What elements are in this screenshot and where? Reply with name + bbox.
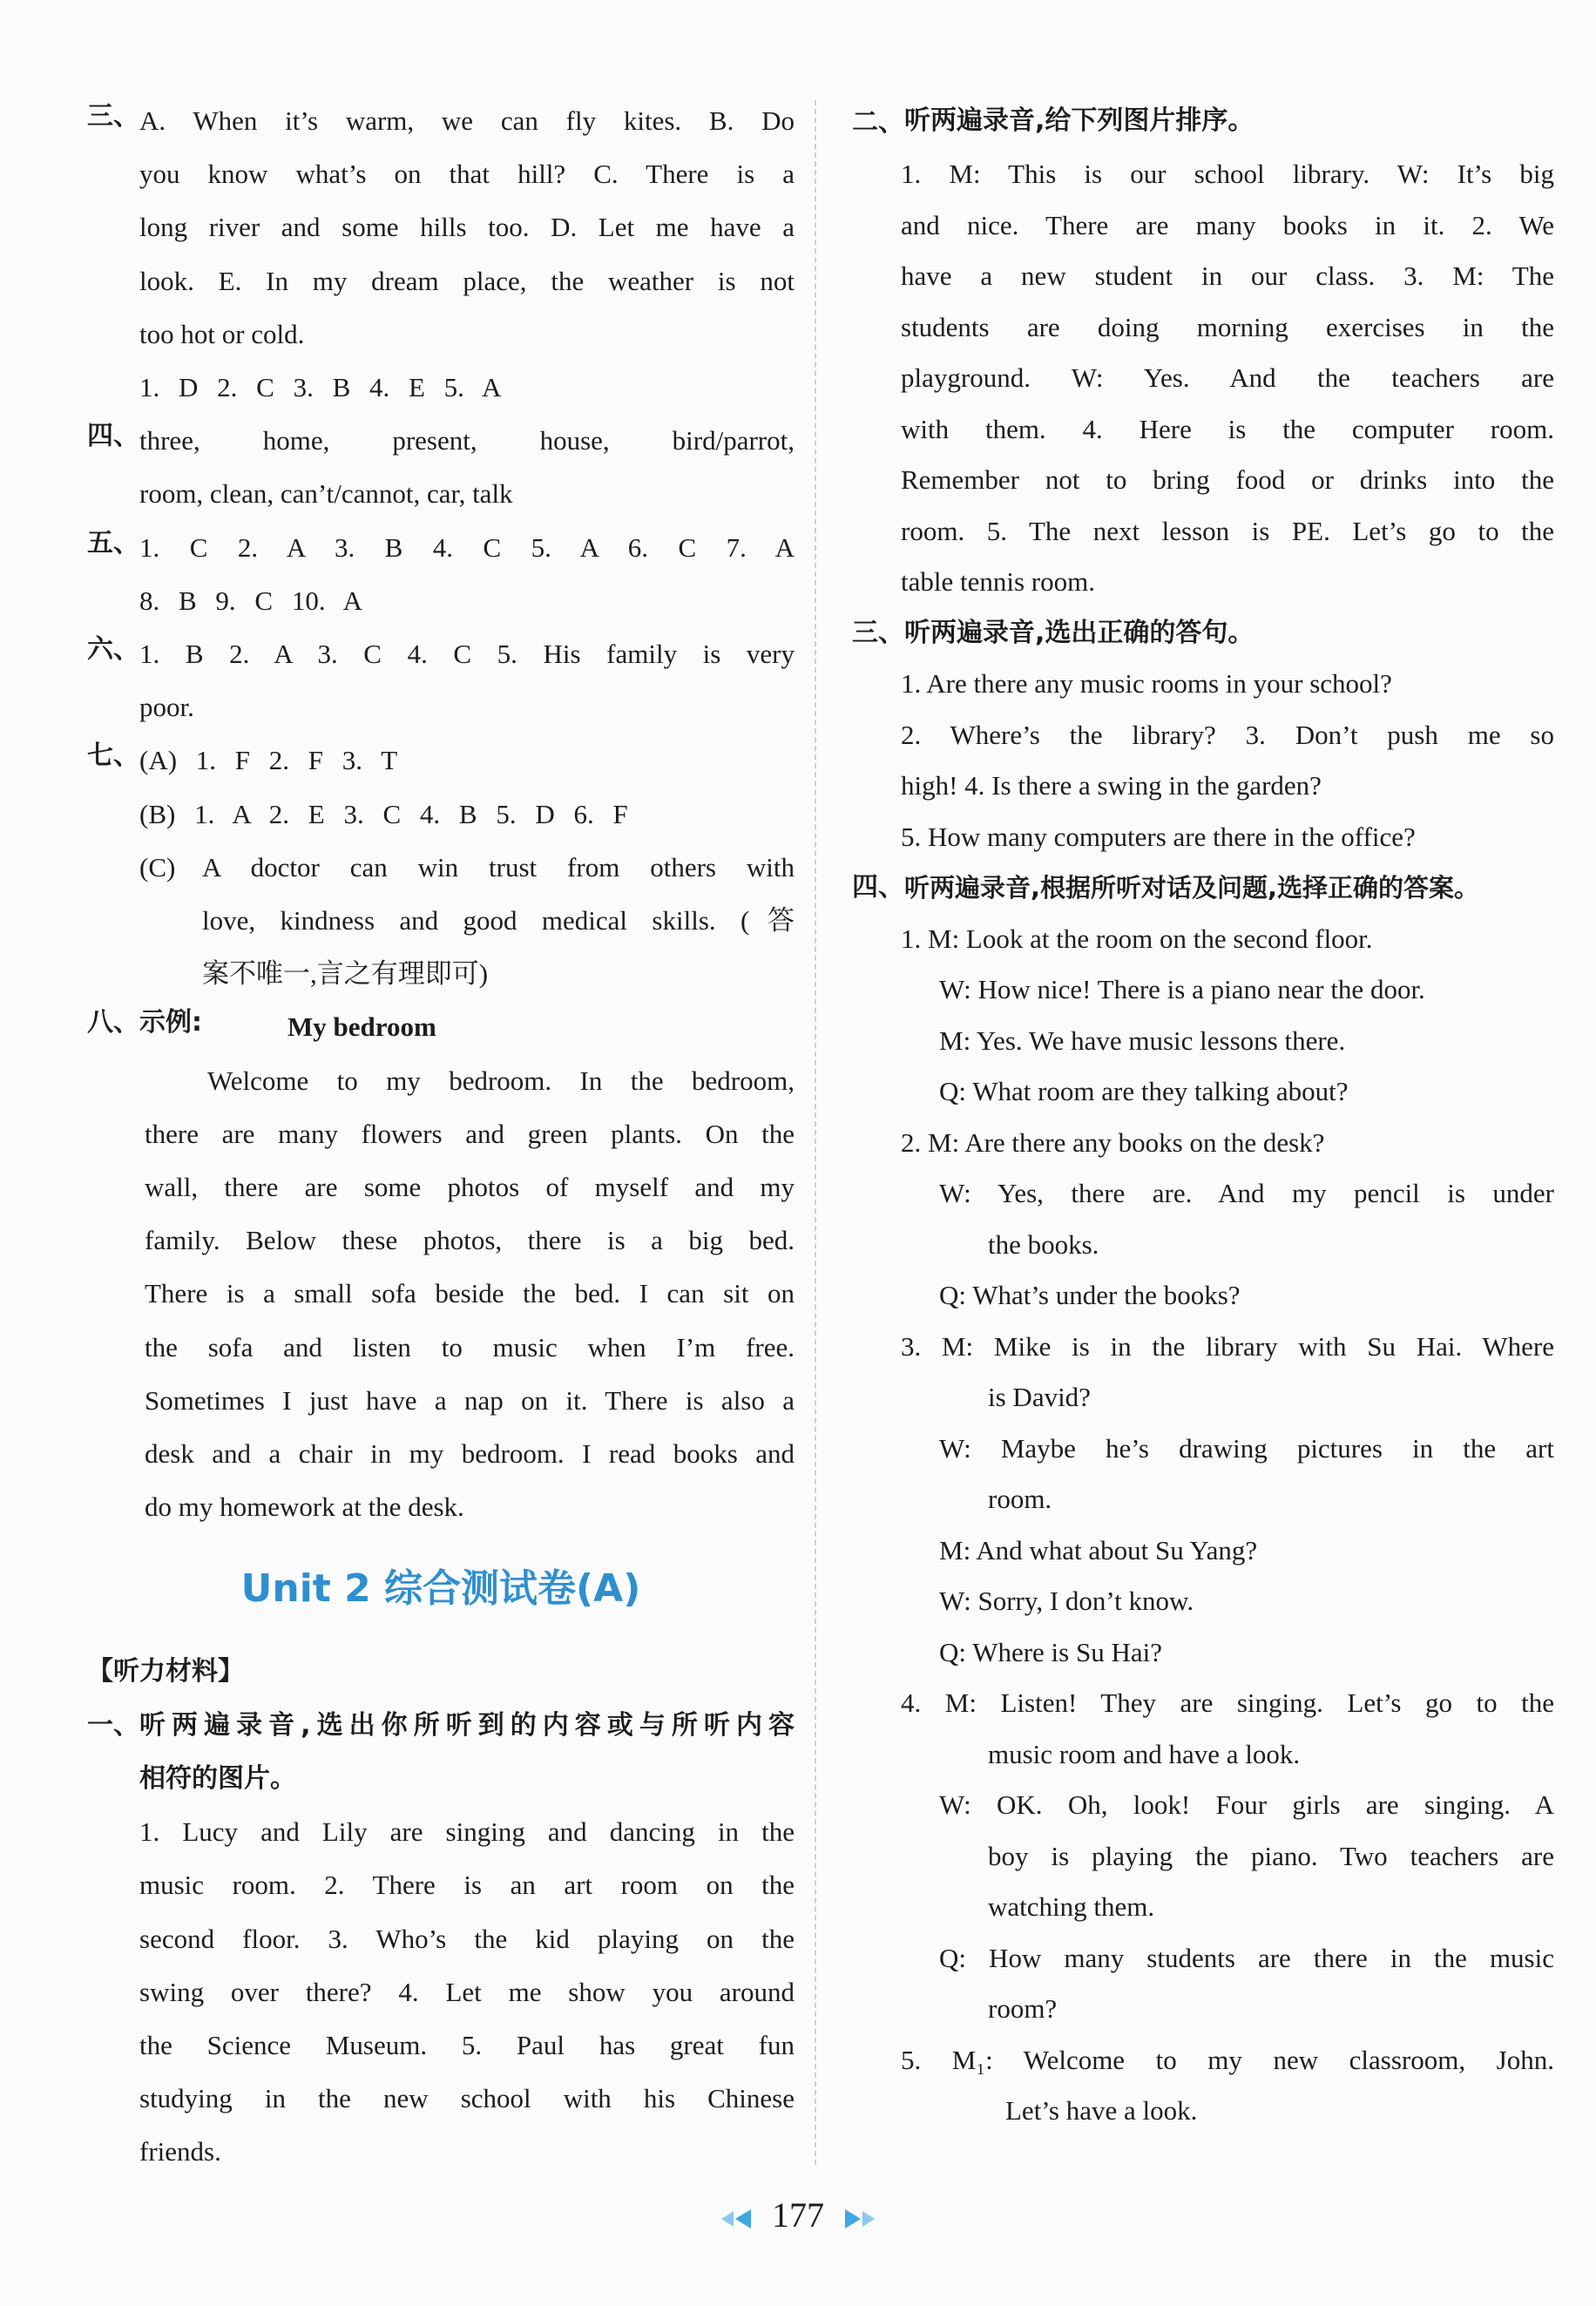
essay-body [87, 1054, 795, 1534]
dialogue-line: Q: Where is Su Hai? [939, 1636, 1162, 1667]
text-line: high! 4. Is there a swing in the garden? [901, 770, 1322, 801]
dialogue-line: is David? [988, 1382, 1091, 1413]
page-number: 177 [772, 2195, 824, 2235]
text-line: friends. [139, 2136, 221, 2167]
dialogue-line: M: Yes. We have music lessons there. [939, 1025, 1346, 1056]
section-4 [87, 414, 795, 520]
answer-line: 1. B 2. A 3. C 4. C 5. His family is very [139, 639, 795, 670]
answer-line: (A) 1. F 2. F 3. T [139, 745, 398, 776]
text-line: family. Below these photos, there is a big bed. [145, 1225, 795, 1256]
text-line: there are many flowers and green plants. On the [145, 1118, 795, 1149]
dialogue-line: W: OK. Oh, look! Four girls are singing. A [939, 1789, 1554, 1821]
r-section-4 [852, 862, 1554, 914]
section-label: 四、 [852, 872, 904, 903]
text-line: A. When it’s warm, we can fly kites. B. Do [139, 105, 795, 136]
text-line: 案不唯一,言之有理即可) [202, 958, 489, 990]
text-line: room. 5. The next lesson is PE. Let’s go to the [901, 515, 1554, 546]
text-line: 1. Lucy and Lily are singing and dancing in the [139, 1816, 795, 1848]
text-line: do my homework at the desk. [145, 1491, 464, 1523]
r4-body [852, 914, 1554, 2137]
answer-line: poor. [139, 692, 194, 723]
answer-line: 1. C 2. A 3. B 4. C 5. A 6. C 7. A [139, 531, 795, 563]
dialogue-line: music room and have a look. [988, 1738, 1301, 1769]
text-line: have a new student in our class. 3. M: The [901, 260, 1554, 292]
instruction: 听两遍录音,给下列图片排序。 [904, 105, 1254, 136]
section-label: 五、 [87, 527, 139, 558]
text-line: the Science Museum. 5. Paul has great fun [139, 2029, 795, 2060]
text-line: Remember not to bring food or drinks into the [901, 464, 1554, 496]
instruction: 相符的图片。 [139, 1762, 296, 1794]
section-5 [87, 521, 795, 627]
section-label: 八、示例: [87, 1007, 202, 1038]
r3-body [852, 659, 1554, 862]
text-line: you know what’s on that hill? C. There is a [139, 159, 795, 190]
dialogue-line: M: And what about Su Yang? [939, 1534, 1258, 1566]
section-label: 一、 [87, 1709, 139, 1741]
dialogue-line: room? [988, 1993, 1058, 2025]
text-line: There is a small sofa beside the bed. I can sit on [145, 1278, 795, 1309]
part-label: (C) [139, 851, 176, 883]
next-arrow-icon [862, 2211, 875, 2227]
dialogue-line: W: How nice! There is a piano near the door. [939, 974, 1425, 1005]
column-divider [815, 100, 816, 2165]
page-footer [0, 2194, 1596, 2237]
text-line: 2. Where’s the library? 3. Don’t push me so [901, 719, 1554, 750]
prev-arrow-icon [721, 2211, 734, 2227]
text-line: Welcome to my bedroom. In the bedroom, [207, 1065, 795, 1096]
dialogue-line: the books. [988, 1228, 1099, 1260]
listening-header: 【听力材料】 [87, 1656, 244, 1687]
section-label: 四、 [87, 421, 139, 452]
text-line: and nice. There are many books in it. 2. We [901, 209, 1554, 240]
text-line: music room. 2. There is an art room on the [139, 1870, 795, 1901]
prev-arrow-icon [735, 2209, 751, 2228]
text-line: 5. How many computers are there in the office? [901, 821, 1416, 852]
dialogue-line: W: Yes, there are. And my pencil is under [939, 1178, 1554, 1209]
section-8 [87, 1000, 795, 1053]
text-line: the sofa and listen to music when I’m free. [145, 1331, 795, 1363]
left-column [87, 94, 795, 2179]
r-section-3 [852, 608, 1554, 659]
text-line: love, kindness and good medical skills. (答 [202, 905, 795, 937]
text-line: look. E. In my dream place, the weather is not [139, 265, 795, 296]
text-line: desk and a chair in my bedroom. I read books and [145, 1438, 795, 1470]
dialogue-line: W: Maybe he’s drawing pictures in the art [939, 1432, 1554, 1464]
section-label: 七、 [87, 740, 139, 772]
section-6 [87, 627, 795, 734]
text-line: with them. 4. Here is the computer room. [901, 413, 1554, 444]
section-label: 三、 [87, 101, 139, 132]
text-line: studying in the new school with his Chinese [139, 2083, 795, 2114]
dialogue-line: 4. M: Listen! They are singing. Let’s go to the [901, 1687, 1554, 1719]
text-line: table tennis room. [901, 566, 1095, 598]
dialogue-line: Q: How many students are there in the music [939, 1942, 1554, 1973]
text-line: students are doing morning exercises in the [901, 311, 1554, 342]
dialogue-line: Let’s have a look. [1005, 2095, 1198, 2127]
text-line: too hot or cold. [139, 318, 305, 349]
r2-body [852, 149, 1554, 608]
text-line: room, clean, can’t/cannot, car, talk [139, 478, 513, 510]
text-line: A doctor can win trust from others with [202, 851, 795, 883]
essay-title: My bedroom [287, 1011, 436, 1043]
instruction: 听两遍录音,选出正确的答句。 [904, 617, 1254, 648]
dialogue-line: 1. M: Look at the room on the second floor. [901, 923, 1373, 954]
answer-line: (B) 1. A 2. E 3. C 4. B 5. D 6. F [139, 798, 628, 829]
answer-line: 8. B 9. C 10. A [139, 585, 363, 616]
section-7 [87, 734, 795, 1000]
instruction: 听两遍录音,根据所听对话及问题,选择正确的答案。 [904, 873, 1480, 903]
dialogue-line: 2. M: Are there any books on the desk? [901, 1126, 1325, 1158]
dialogue-line: 3. M: Mike is in the library with Su Hai. Where [901, 1330, 1554, 1362]
dialogue-line: Q: What’s under the books? [939, 1280, 1241, 1311]
section-label: 六、 [87, 634, 139, 666]
dialogue-line: W: Sorry, I don’t know. [939, 1586, 1194, 1617]
text-line: 1. Are there any music rooms in your school? [901, 668, 1392, 700]
instruction: 听两遍录音,选出你所听到的内容或与所听内容 [139, 1709, 795, 1741]
answer-line: 1. D 2. C 3. B 4. E 5. A [139, 372, 502, 403]
section-3 [87, 94, 795, 414]
text-line: playground. W: Yes. And the teachers are [901, 362, 1554, 394]
dialogue-line: boy is playing the piano. Two teachers are [988, 1840, 1554, 1871]
text-line: second floor. 3. Who’s the kid playing on the [139, 1923, 795, 1954]
text-line: wall, there are some photos of myself and my [145, 1172, 795, 1203]
unit-title: Unit 2 综合测试卷(A) [240, 1566, 641, 1612]
text-line: 1. M: This is our school library. W: It’s big [901, 159, 1554, 190]
text-line: swing over there? 4. Let me show you around [139, 1976, 795, 2007]
listening-1 [87, 1699, 795, 2179]
text-line: three, home, present, house, bird/parrot, [139, 425, 795, 456]
dialogue-line: room. [988, 1484, 1052, 1515]
dialogue-line: 5. M₁: Welcome to my new classroom, John. [901, 2044, 1554, 2075]
text-line: long river and some hills too. D. Let me have a [139, 212, 795, 243]
next-arrow-icon [845, 2209, 861, 2228]
dialogue-line: watching them. [988, 1891, 1155, 1923]
section-label: 三、 [852, 617, 904, 648]
text-line: Sometimes I just have a nap on it. There is also a [145, 1384, 795, 1416]
right-column [852, 96, 1554, 2137]
part-c [139, 841, 795, 1001]
r-section-2 [852, 96, 1554, 149]
dialogue-line: Q: What room are they talking about? [939, 1076, 1349, 1107]
section-label: 二、 [852, 107, 904, 138]
